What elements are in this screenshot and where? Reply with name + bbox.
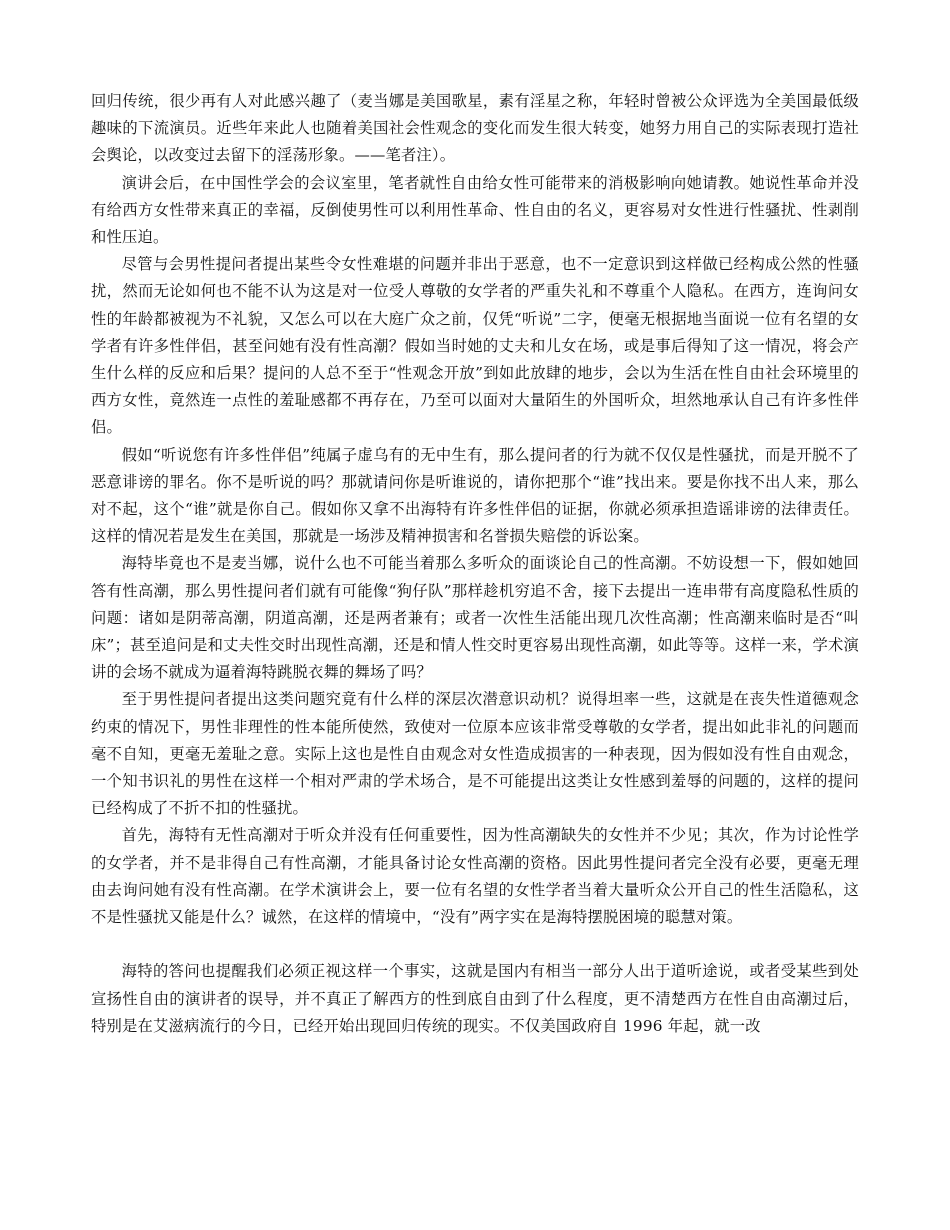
paragraph-3: 尽管与会男性提问者提出某些令女性难堪的问题并非出于恶意，也不一定意识到这样做已经构成公然的性骚扰，然而无论如何也不能不认为这是对一位受人尊敬的女学者的严重失礼和不尊重个人隐私。在西方，连询问女性的年龄都被视为不礼貌，又怎么可以在大庭广众之前，仅凭“听说”二字，便毫无根据地当面说一位有名望的女学者有许多性伴侣，甚至问她有没有性高潮？假如当时她的丈夫和儿女在场，或是事后得知了这一情况，将会产生什么样的反应和后果？提问的人总不至于“性观念开放”到如此放肆的地步，会以为生活在性自由社会环境里的西方女性，竟然连一点性的羞耻感都不再存在，乃至可以面对大量陌生的外国听众，坦然地承认自己有许多性伴侣。 <box>91 255 859 437</box>
paragraph-7: 首先，海特有无性高潮对于听众并没有任何重要性，因为性高潮缺失的女性并不少见；其次，作为讨论性学的女学者，并不是非得自己有性高潮，才能具备讨论女性高潮的资格。因此男性提问者完全没有必要，更毫无理由去询问她有没有性高潮。在学术演讲会上，要一位有名望的女性学者当着大量听众公开自己的性生活隐私，这不是性骚扰又能是什么？诚然，在这样的情境中，“没有”两字实在是海特摆脱困境的聪慧对策。 <box>91 826 859 927</box>
paragraph-2: 演讲会后，在中国性学会的会议室里，笔者就性自由给女性可能带来的消极影响向她请教。她说性革命并没有给西方女性带来真正的幸福，反倒使男性可以利用性革命、性自由的名义，更容易对女性进行性骚扰、性剥削和性压迫。 <box>91 173 859 247</box>
paragraph-4: 假如“听说您有许多性伴侣”纯属子虚乌有的无中生有，那么提问者的行为就不仅仅是性骚扰，而是开脱不了恶意诽谤的罪名。你不是听说的吗？那就请问你是听谁说的，请你把那个“谁”找出来。要是你找不出人来，那么对不起，这个“谁”就是你自己。假如你又拿不出海特有许多性伴侣的证据，你就必须承担造谣诽谤的法律责任。这样的情况若是发生在美国，那就是一场涉及精神损害和名誉损失赔偿的诉讼案。 <box>91 445 859 546</box>
document-body <box>91 88 859 1040</box>
paragraph-1: 回归传统，很少再有人对此感兴趣了（麦当娜是美国歌星，素有淫星之称，年轻时曾被公众评选为全美国最低级趣味的下流演员。近些年来此人也随着美国社会性观念的变化而发生很大转变，她努力用自己的实际表现打造社会舆论，以改变过去留下的淫荡形象。——笔者注）。 <box>91 92 859 165</box>
paragraph-5: 海特毕竟也不是麦当娜，说什么也不可能当着那么多听众的面谈论自己的性高潮。不妨设想一下，假如她回答有性高潮，那么男性提问者们就有可能像“狗仔队”那样趁机穷追不舍，接下去提出一连串带有高度隐私性质的问题：诸如是阴蒂高潮，阴道高潮，还是两者兼有；或者一次性生活能出现几次性高潮；性高潮来临时是否“叫床”；甚至追问是和丈夫性交时出现性高潮，还是和情人性交时更容易出现性高潮，如此等等。这样一来，学术演讲的会场不就成为逼着海特跳脱衣舞的舞场了吗？ <box>91 554 859 682</box>
paragraph-6: 至于男性提问者提出这类问题究竟有什么样的深层次潜意识动机？说得坦率一些，这就是在丧失性道德观念约束的情况下，男性非理性的性本能所使然，致使对一位原本应该非常受尊敬的女学者，提出如此非礼的问题而毫不自知，更毫无羞耻之意。实际上这也是性自由观念对女性造成损害的一种表现，因为假如没有性自由观念，一个知书识礼的男性在这样一个相对严肃的学术场合，是不可能提出这类让女性感到羞辱的问题的，这样的提问已经构成了不折不扣的性骚扰。 <box>91 690 859 818</box>
paragraph-8: 海特的答问也提醒我们必须正视这样一个事实，这就是国内有相当一部分人出于道听途说，或者受某些到处宣扬性自由的演讲者的误导，并不真正了解西方的性到底自由到了什么程度，更不清楚西方在性自由高潮过后，特别是在艾滋病流行的今日，已经开始出现回归传统的现实。不仅美国政府自 1996 年起，就一改 <box>91 962 859 1035</box>
